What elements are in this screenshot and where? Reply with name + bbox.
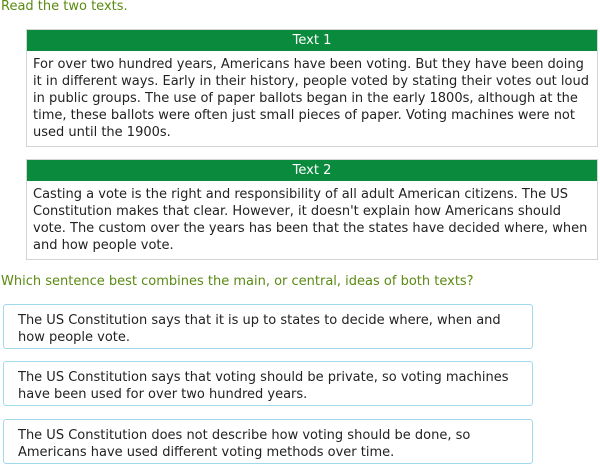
text-1-title: Text 1 [27,30,597,51]
instruction-text: Read the two texts. [1,0,128,14]
text-2-body: Casting a vote is the right and responsibility of all adult American citizens. The US Constitution makes that clear. However, it doesn't explain how Americans should vote. The custom over the years has been that the states have decided where, when and how people vote. [33,187,588,253]
text-2-panel [26,159,598,260]
text-1-panel [26,29,598,147]
answer-choice-3[interactable]: The US Constitution does not describe how voting should be done, so Americans have used different voting methods over time. [3,419,533,464]
answer-choice-1[interactable]: The US Constitution says that it is up to states to decide where, when and how people vote. [3,304,533,349]
text-1-body: For over two hundred years, Americans have been voting. But they have been doing it in different ways. Early in their history, people voted by stating their votes out loud in public groups. The use of paper ballots began in the early 1800s, although at the time, these ballots were often just small pieces of paper. Voting machines were not used until the 1900s. [33,57,589,140]
answer-choice-2[interactable]: The US Constitution says that voting should be private, so voting machines have been used for over two hundred years. [3,361,533,406]
question-prompt: Which sentence best combines the main, or central, ideas of both texts? [1,274,474,289]
text-2-title: Text 2 [27,160,597,181]
